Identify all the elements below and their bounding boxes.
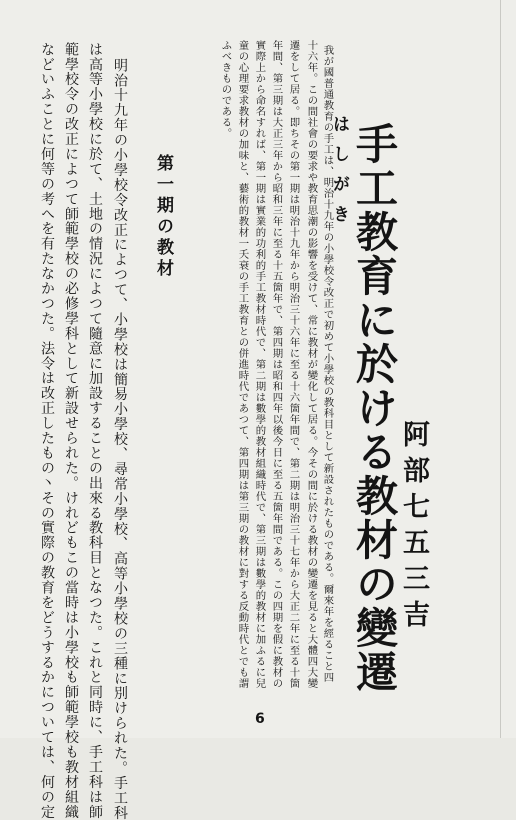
article-title: 手工教育に於ける教材の變遷 — [350, 122, 399, 694]
body-line: などいふことに何等の考へを有たなかつた。法令は改正したもの丶その實際の教育をどうするかについては、何の定 — [39, 42, 55, 820]
body-line: 範學校令の改正によつて師範學校の必修學科として新設せられた。けれどもこの當時は小學校も師範學校も教材組織 — [63, 42, 79, 820]
intro-heading: はしがき — [329, 115, 349, 235]
intro-line: 我が國普通教育の手工は、明治十九年の小學校令改正で初めて小學校の教科目として新設されたものである。爾來年を經ること四 — [321, 45, 334, 683]
intro-line: ふべきものである。 — [219, 40, 232, 139]
intro-line: 遷をして居る。即ちその第一期は明治十九年から明治三十六年に至る十六箇年間で、第二期は明治三十七年から大正二年に至る十箇 — [287, 40, 300, 689]
article-author: 阿部七五三吉 — [398, 420, 429, 636]
intro-line: 童の心理要求教材の加味と、藝術的教材一夭衰の手工教育との併進時代であつて、第四期は第三期の教材に對する反動時代とでも謂 — [236, 40, 249, 689]
intro-line: 實際上から命名すれば、第一期は實業的功利的手工教材時代で、第二期は數學的教材組織時代で、第三期は數學的教材に加ふるに兒 — [253, 40, 266, 689]
intro-line: 十六年。この間社會の要求や教育思潮の影響を受けて、常に教材が變化して居る。今その間に於ける教材の變遷を見ると大體四大變 — [305, 40, 318, 689]
body-line: 明治十九年の小學校令改正によつて、小學校は簡易小學校、尋常小學校、高等小學校の三種に別けられた。手工科 — [112, 58, 128, 820]
section-heading: 第一期の教材 — [153, 154, 173, 280]
page-number: 6 — [255, 711, 265, 727]
body-line: は高等小學校に於て、土地の情況によつて隨意に加設することの出來る教科目となつた。これと同時に、手工科は師 — [87, 42, 103, 820]
scan-edge — [500, 0, 501, 738]
intro-line: 年間、第三期は大正三年から昭和三年に至る十五箇年で、第四期は昭和四年以後今日に至る五箇年間である。この四期を假に教材の — [270, 40, 283, 689]
